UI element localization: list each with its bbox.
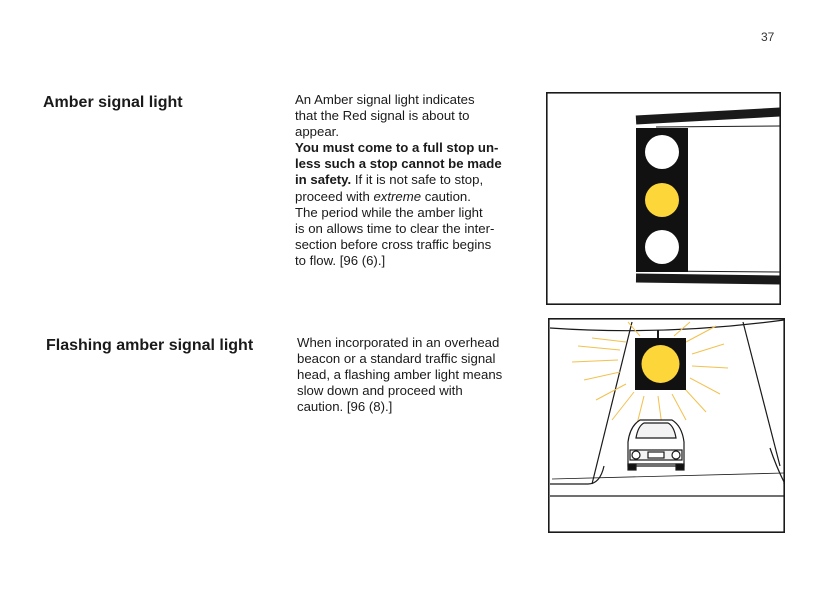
section-text-flashing [297,335,502,415]
text-bold-fragment: in safety. [295,172,352,188]
beacon-amber-lens [642,345,680,383]
red-lens [645,135,679,169]
text-line-mixed [295,172,502,188]
text-line: beacon or a standard traffic signal [297,351,496,367]
beacon-figure [548,316,786,536]
section-heading-flashing: Flashing amber signal light [46,337,254,354]
text-line-bold: less such a stop cannot be made [295,156,502,172]
section-text-amber [295,92,502,269]
green-lens [645,230,679,264]
text-line: caution. [96 (8).] [297,399,393,415]
text-line-mixed [295,189,502,205]
text-fragment: caution. [421,188,471,204]
section-heading-amber: Amber signal light [43,94,183,111]
text-line: that the Red signal is about to [295,108,470,124]
text-line: head, a flashing amber light means [297,367,503,383]
text-line: is on allows time to clear the inter- [295,220,495,236]
text-fragment: If it is not safe to stop, [351,172,484,188]
text-line: The period while the amber light [295,204,483,220]
text-line: An Amber signal light indicates [295,92,475,107]
text-fragment: proceed with [295,188,374,204]
text-line: appear. [295,124,339,140]
car-illustration [628,420,684,470]
signal-figure [546,90,782,306]
signal-support-bottom [636,278,780,280]
text-line: When incorporated in an overhead [297,335,500,350]
amber-lens [645,183,679,217]
text-line-bold: You must come to a full stop un- [295,140,499,156]
page-number: 37 [761,30,775,44]
text-line: section before cross traffic begins [295,236,492,252]
text-line: to flow. [96 (6).] [295,252,386,268]
text-italic-fragment: extreme [373,188,422,204]
text-line: slow down and proceed with [297,383,463,399]
